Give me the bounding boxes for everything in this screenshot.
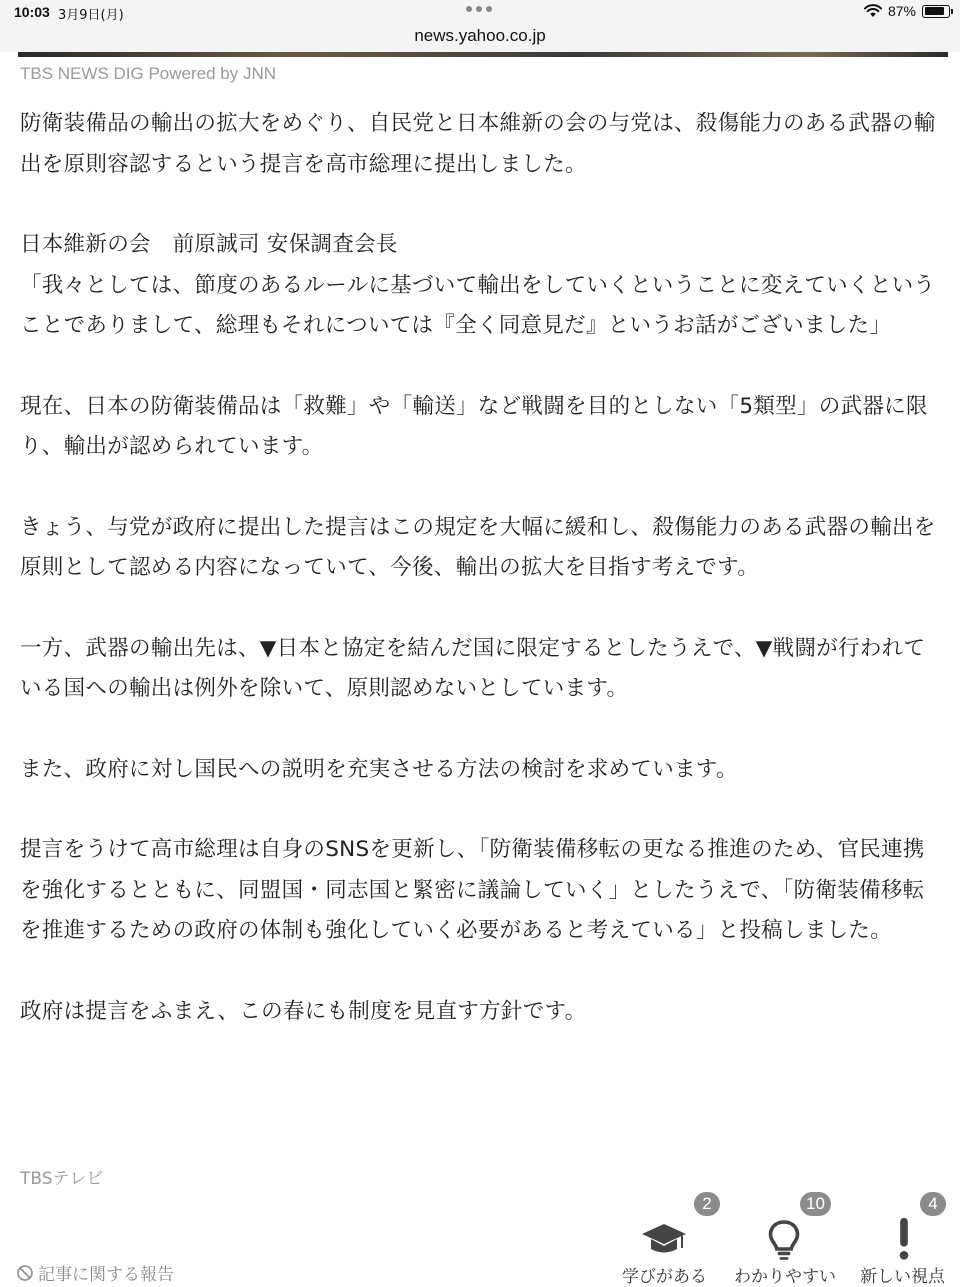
paragraph: 現在、日本の防衛装備品は「救難」や「輸送」など戦闘を目的としない「5類型」の武器に限り、輸出が認められています。: [20, 393, 928, 459]
reaction-count-badge: 4: [920, 1192, 946, 1216]
status-right: [864, 3, 950, 19]
paragraph: 日本維新の会 前原誠司 安保調査会長 「我々としては、節度のあるルールに基づいて輸出をしていくということに変えていくということでありまして、総理もそれについては『全く同意見だ』というお話がございました」: [20, 232, 936, 338]
exclamation-icon: [896, 1216, 912, 1262]
reaction-label: 新しい視点: [860, 1267, 945, 1287]
ban-icon: [16, 1264, 34, 1282]
report-article-link[interactable]: [16, 1260, 174, 1285]
reaction-learn-button[interactable]: [616, 1190, 716, 1287]
url-text[interactable]: news.yahoo.co.jp: [414, 26, 546, 45]
reaction-clear-button[interactable]: [730, 1190, 850, 1287]
reaction-count-badge: 2: [694, 1192, 720, 1216]
status-bar: [0, 0, 960, 26]
status-date: 3月9日(月): [58, 8, 124, 23]
reaction-label: 学びがある: [622, 1267, 707, 1287]
paragraph: 一方、武器の輸出先は、▼日本と協定を結んだ国に限定するとしたうえで、▼戦闘が行われている国への輸出は例外を除いて、原則認めないとしています。: [20, 635, 926, 701]
image-caption: TBS NEWS DIG Powered by JNN: [20, 64, 277, 83]
paragraph: 提言をうけて高市総理は自身のSNSを更新し、「防衛装備移転の更なる推進のため、官民連携を強化するとともに、同盟国・同志国と緊密に議論していく」としたうえで、「防衛装備移転を推進するための政府の体制も強化していく必要があると考えている」と投稿しました。: [20, 837, 925, 943]
article-image: [18, 52, 948, 57]
multitasking-dots-icon[interactable]: [466, 6, 492, 12]
battery-fill: [925, 7, 944, 15]
article-body: [20, 104, 946, 1072]
url-bar[interactable]: [0, 26, 960, 52]
report-label[interactable]: 記事に関する報告: [38, 1265, 174, 1285]
battery-percent: 87%: [887, 3, 916, 19]
paragraph: きょう、与党が政府に提出した提言はこの規定を大幅に緩和し、殺傷能力のある武器の輸出を原則として認める内容になっていて、今後、輸出の拡大を目指す考えです。: [20, 514, 936, 580]
article-source: TBSテレビ: [20, 1169, 104, 1189]
status-time: 10:03: [14, 4, 50, 20]
reaction-count-badge: 10: [800, 1192, 831, 1216]
lightbulb-icon: [766, 1218, 802, 1262]
paragraph: 政府は提言をふまえ、この春にも制度を見直す方針です。: [20, 998, 587, 1024]
paragraph: また、政府に対し国民への説明を充実させる方法の検討を求めています。: [20, 756, 738, 782]
reaction-new-perspective-button[interactable]: [856, 1190, 956, 1287]
reaction-label: わかりやすい: [734, 1267, 836, 1287]
wifi-icon: [864, 4, 882, 18]
paragraph: 防衛装備品の輸出の拡大をめぐり、自民党と日本維新の会の与党は、殺傷能力のある武器の輸出を原則容認するという提言を高市総理に提出しました。: [20, 111, 936, 177]
battery-icon: [922, 5, 950, 18]
graduation-cap-icon: [640, 1220, 688, 1260]
